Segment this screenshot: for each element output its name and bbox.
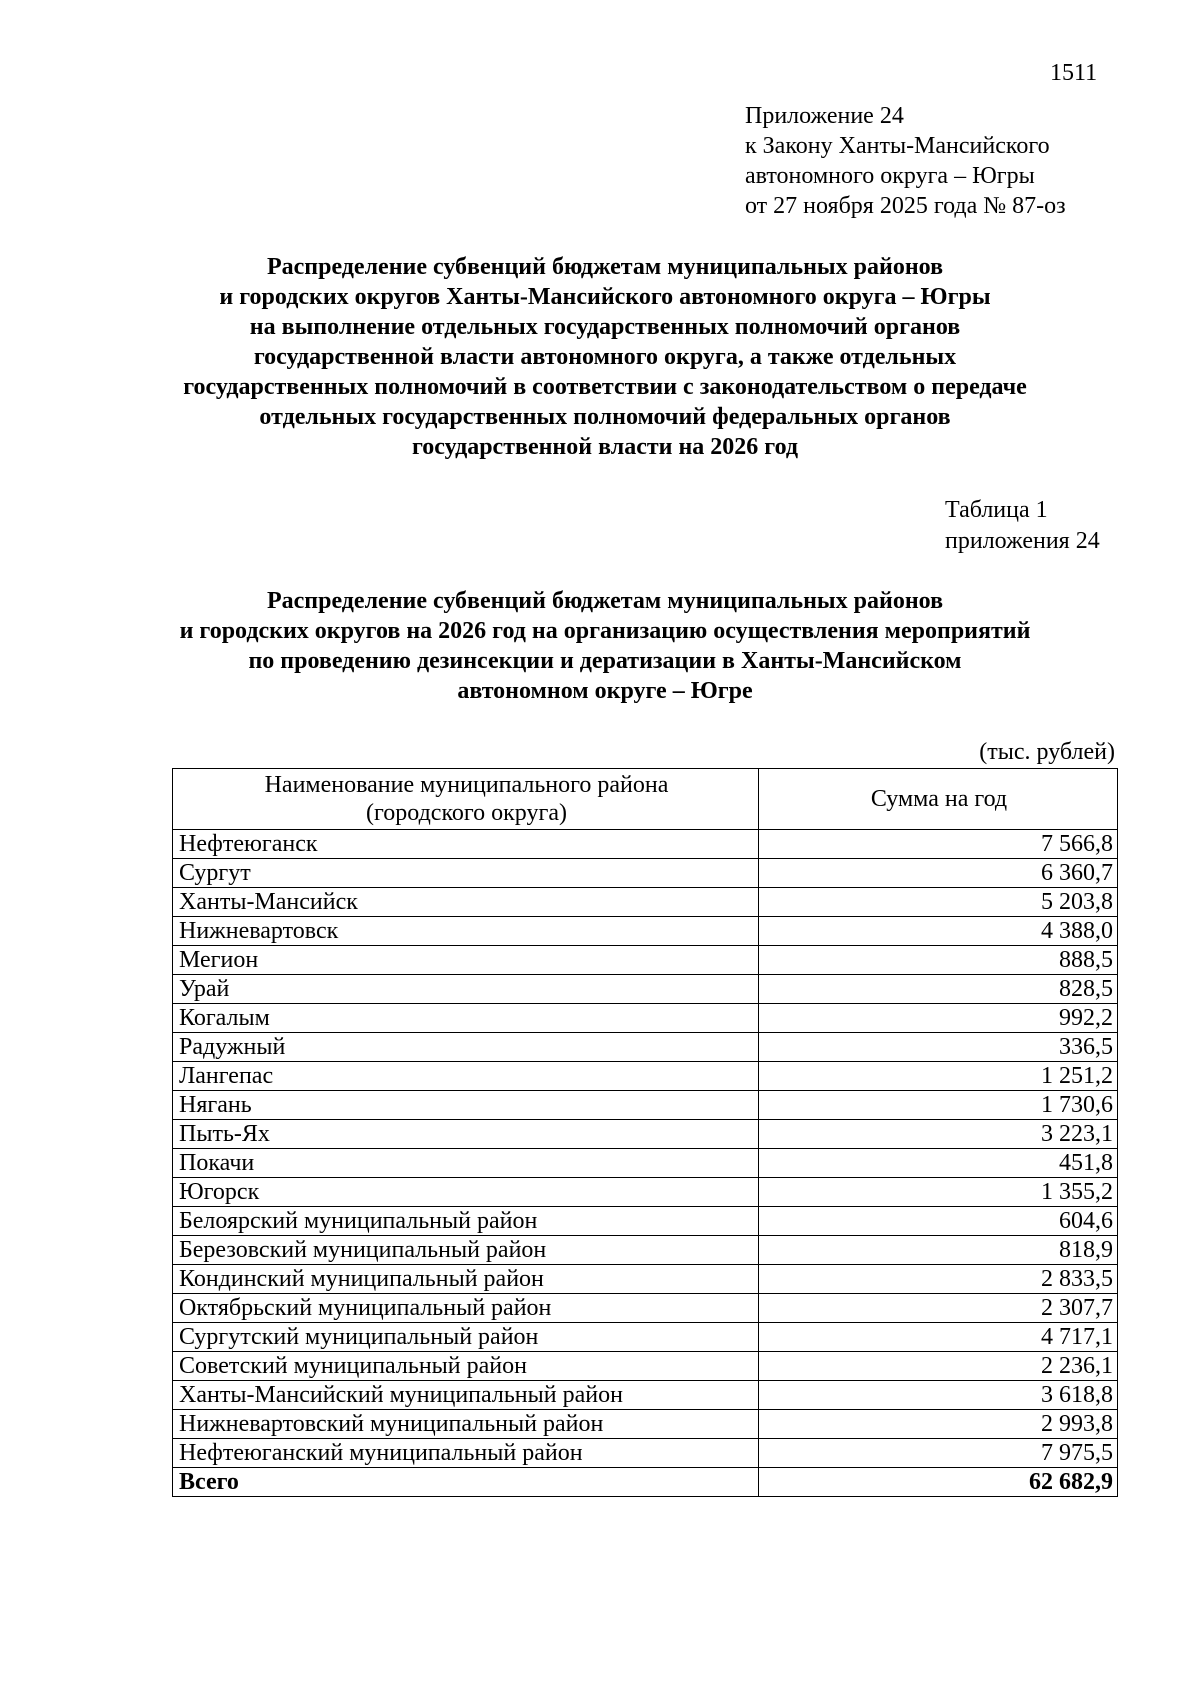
table-reference <box>945 495 1185 557</box>
row-amount: 828,5 <box>759 975 1118 1004</box>
row-amount: 2 236,1 <box>759 1352 1118 1381</box>
row-amount: 2 993,8 <box>759 1410 1118 1439</box>
row-amount: 4 388,0 <box>759 917 1118 946</box>
appendix-note-line: автономного округа – Югры <box>745 163 1035 189</box>
appendix-note-line: к Закону Ханты-Мансийского <box>745 133 1050 159</box>
document-title-line: отдельных государственных полномочий федеральных органов <box>259 404 951 430</box>
document-title-line: и городских округов Ханты-Мансийского автономного округа – Югры <box>219 284 991 310</box>
document-title <box>130 252 1080 462</box>
row-amount: 5 203,8 <box>759 888 1118 917</box>
total-amount: 62 682,9 <box>759 1468 1118 1497</box>
row-name: Нягань <box>173 1091 759 1120</box>
row-name: Покачи <box>173 1149 759 1178</box>
column-header-amount: Сумма на год <box>759 769 1118 830</box>
table-row <box>173 859 1118 888</box>
table-row <box>173 975 1118 1004</box>
table-row <box>173 1439 1118 1468</box>
table-title-line: автономном округе – Югре <box>457 678 753 704</box>
table-row <box>173 1352 1118 1381</box>
row-name: Сургутский муниципальный район <box>173 1323 759 1352</box>
row-amount: 6 360,7 <box>759 859 1118 888</box>
table-row <box>173 888 1118 917</box>
appendix-note-line: Приложение 24 <box>745 103 904 129</box>
row-name: Белоярский муниципальный район <box>173 1207 759 1236</box>
table-row <box>173 1033 1118 1062</box>
row-name: Нефтеюганский муниципальный район <box>173 1439 759 1468</box>
row-name: Югорск <box>173 1178 759 1207</box>
row-name: Ханты-Мансийский муниципальный район <box>173 1381 759 1410</box>
column-header-name <box>173 769 759 830</box>
page-number: 1511 <box>1050 60 1098 86</box>
row-amount: 451,8 <box>759 1149 1118 1178</box>
row-amount: 818,9 <box>759 1236 1118 1265</box>
column-header-name-line: Наименование муниципального района <box>264 772 669 798</box>
subvention-table <box>172 768 1118 1497</box>
row-amount: 336,5 <box>759 1033 1118 1062</box>
row-amount: 7 566,8 <box>759 830 1118 859</box>
document-title-line: Распределение субвенций бюджетам муниципальных районов <box>266 254 944 280</box>
table-row <box>173 1091 1118 1120</box>
table-row <box>173 1149 1118 1178</box>
row-amount: 2 833,5 <box>759 1265 1118 1294</box>
table-row <box>173 1236 1118 1265</box>
row-amount: 1 355,2 <box>759 1178 1118 1207</box>
row-amount: 604,6 <box>759 1207 1118 1236</box>
row-name: Мегион <box>173 946 759 975</box>
table-row <box>173 1004 1118 1033</box>
table-body <box>173 830 1118 1497</box>
table-row <box>173 1062 1118 1091</box>
table-row <box>173 917 1118 946</box>
row-name: Пыть-Ях <box>173 1120 759 1149</box>
total-label: Всего <box>173 1468 759 1497</box>
row-name: Урай <box>173 975 759 1004</box>
table-row <box>173 1120 1118 1149</box>
table-row <box>173 1381 1118 1410</box>
table-row <box>173 1410 1118 1439</box>
row-name: Октябрьский муниципальный район <box>173 1294 759 1323</box>
row-name: Когалым <box>173 1004 759 1033</box>
table-row <box>173 1207 1118 1236</box>
row-name: Радужный <box>173 1033 759 1062</box>
row-name: Нижневартовский муниципальный район <box>173 1410 759 1439</box>
row-name: Нижневартовск <box>173 917 759 946</box>
row-name: Кондинский муниципальный район <box>173 1265 759 1294</box>
appendix-note <box>745 101 1185 221</box>
row-amount: 4 717,1 <box>759 1323 1118 1352</box>
row-amount: 992,2 <box>759 1004 1118 1033</box>
table-title-line: по проведению дезинсекции и дератизации в Ханты-Мансийском <box>248 648 962 674</box>
table-reference-line: приложения 24 <box>945 528 1100 554</box>
total-row <box>173 1468 1118 1497</box>
table-row <box>173 1294 1118 1323</box>
table-title <box>130 586 1080 706</box>
document-title-line: государственной власти автономного округа, а также отдельных <box>253 344 957 370</box>
row-amount: 2 307,7 <box>759 1294 1118 1323</box>
row-name: Нефтеюганск <box>173 830 759 859</box>
row-name: Сургут <box>173 859 759 888</box>
table-row <box>173 1178 1118 1207</box>
row-amount: 1 730,6 <box>759 1091 1118 1120</box>
table-row <box>173 830 1118 859</box>
table-row <box>173 1265 1118 1294</box>
table-header-row <box>173 769 1118 830</box>
row-amount: 7 975,5 <box>759 1439 1118 1468</box>
table-title-line: Распределение субвенций бюджетам муниципальных районов <box>266 588 944 614</box>
row-name: Лангепас <box>173 1062 759 1091</box>
document-title-line: государственной власти на 2026 год <box>411 434 799 460</box>
table-title-line: и городских округов на 2026 год на организацию осуществления мероприятий <box>179 618 1031 644</box>
row-amount: 3 223,1 <box>759 1120 1118 1149</box>
appendix-note-line: от 27 ноября 2025 года № 87-оз <box>745 193 1066 219</box>
units-label: (тыс. рублей) <box>979 739 1115 765</box>
row-amount: 888,5 <box>759 946 1118 975</box>
table-reference-line: Таблица 1 <box>945 497 1048 523</box>
row-name: Ханты-Мансийск <box>173 888 759 917</box>
row-amount: 1 251,2 <box>759 1062 1118 1091</box>
row-name: Советский муниципальный район <box>173 1352 759 1381</box>
table-row <box>173 1323 1118 1352</box>
document-title-line: на выполнение отдельных государственных полномочий органов <box>249 314 961 340</box>
row-amount: 3 618,8 <box>759 1381 1118 1410</box>
table-row <box>173 946 1118 975</box>
column-header-name-line: (городского округа) <box>366 800 567 826</box>
row-name: Березовский муниципальный район <box>173 1236 759 1265</box>
document-title-line: государственных полномочий в соответствии с законодательством о передаче <box>183 374 1027 400</box>
